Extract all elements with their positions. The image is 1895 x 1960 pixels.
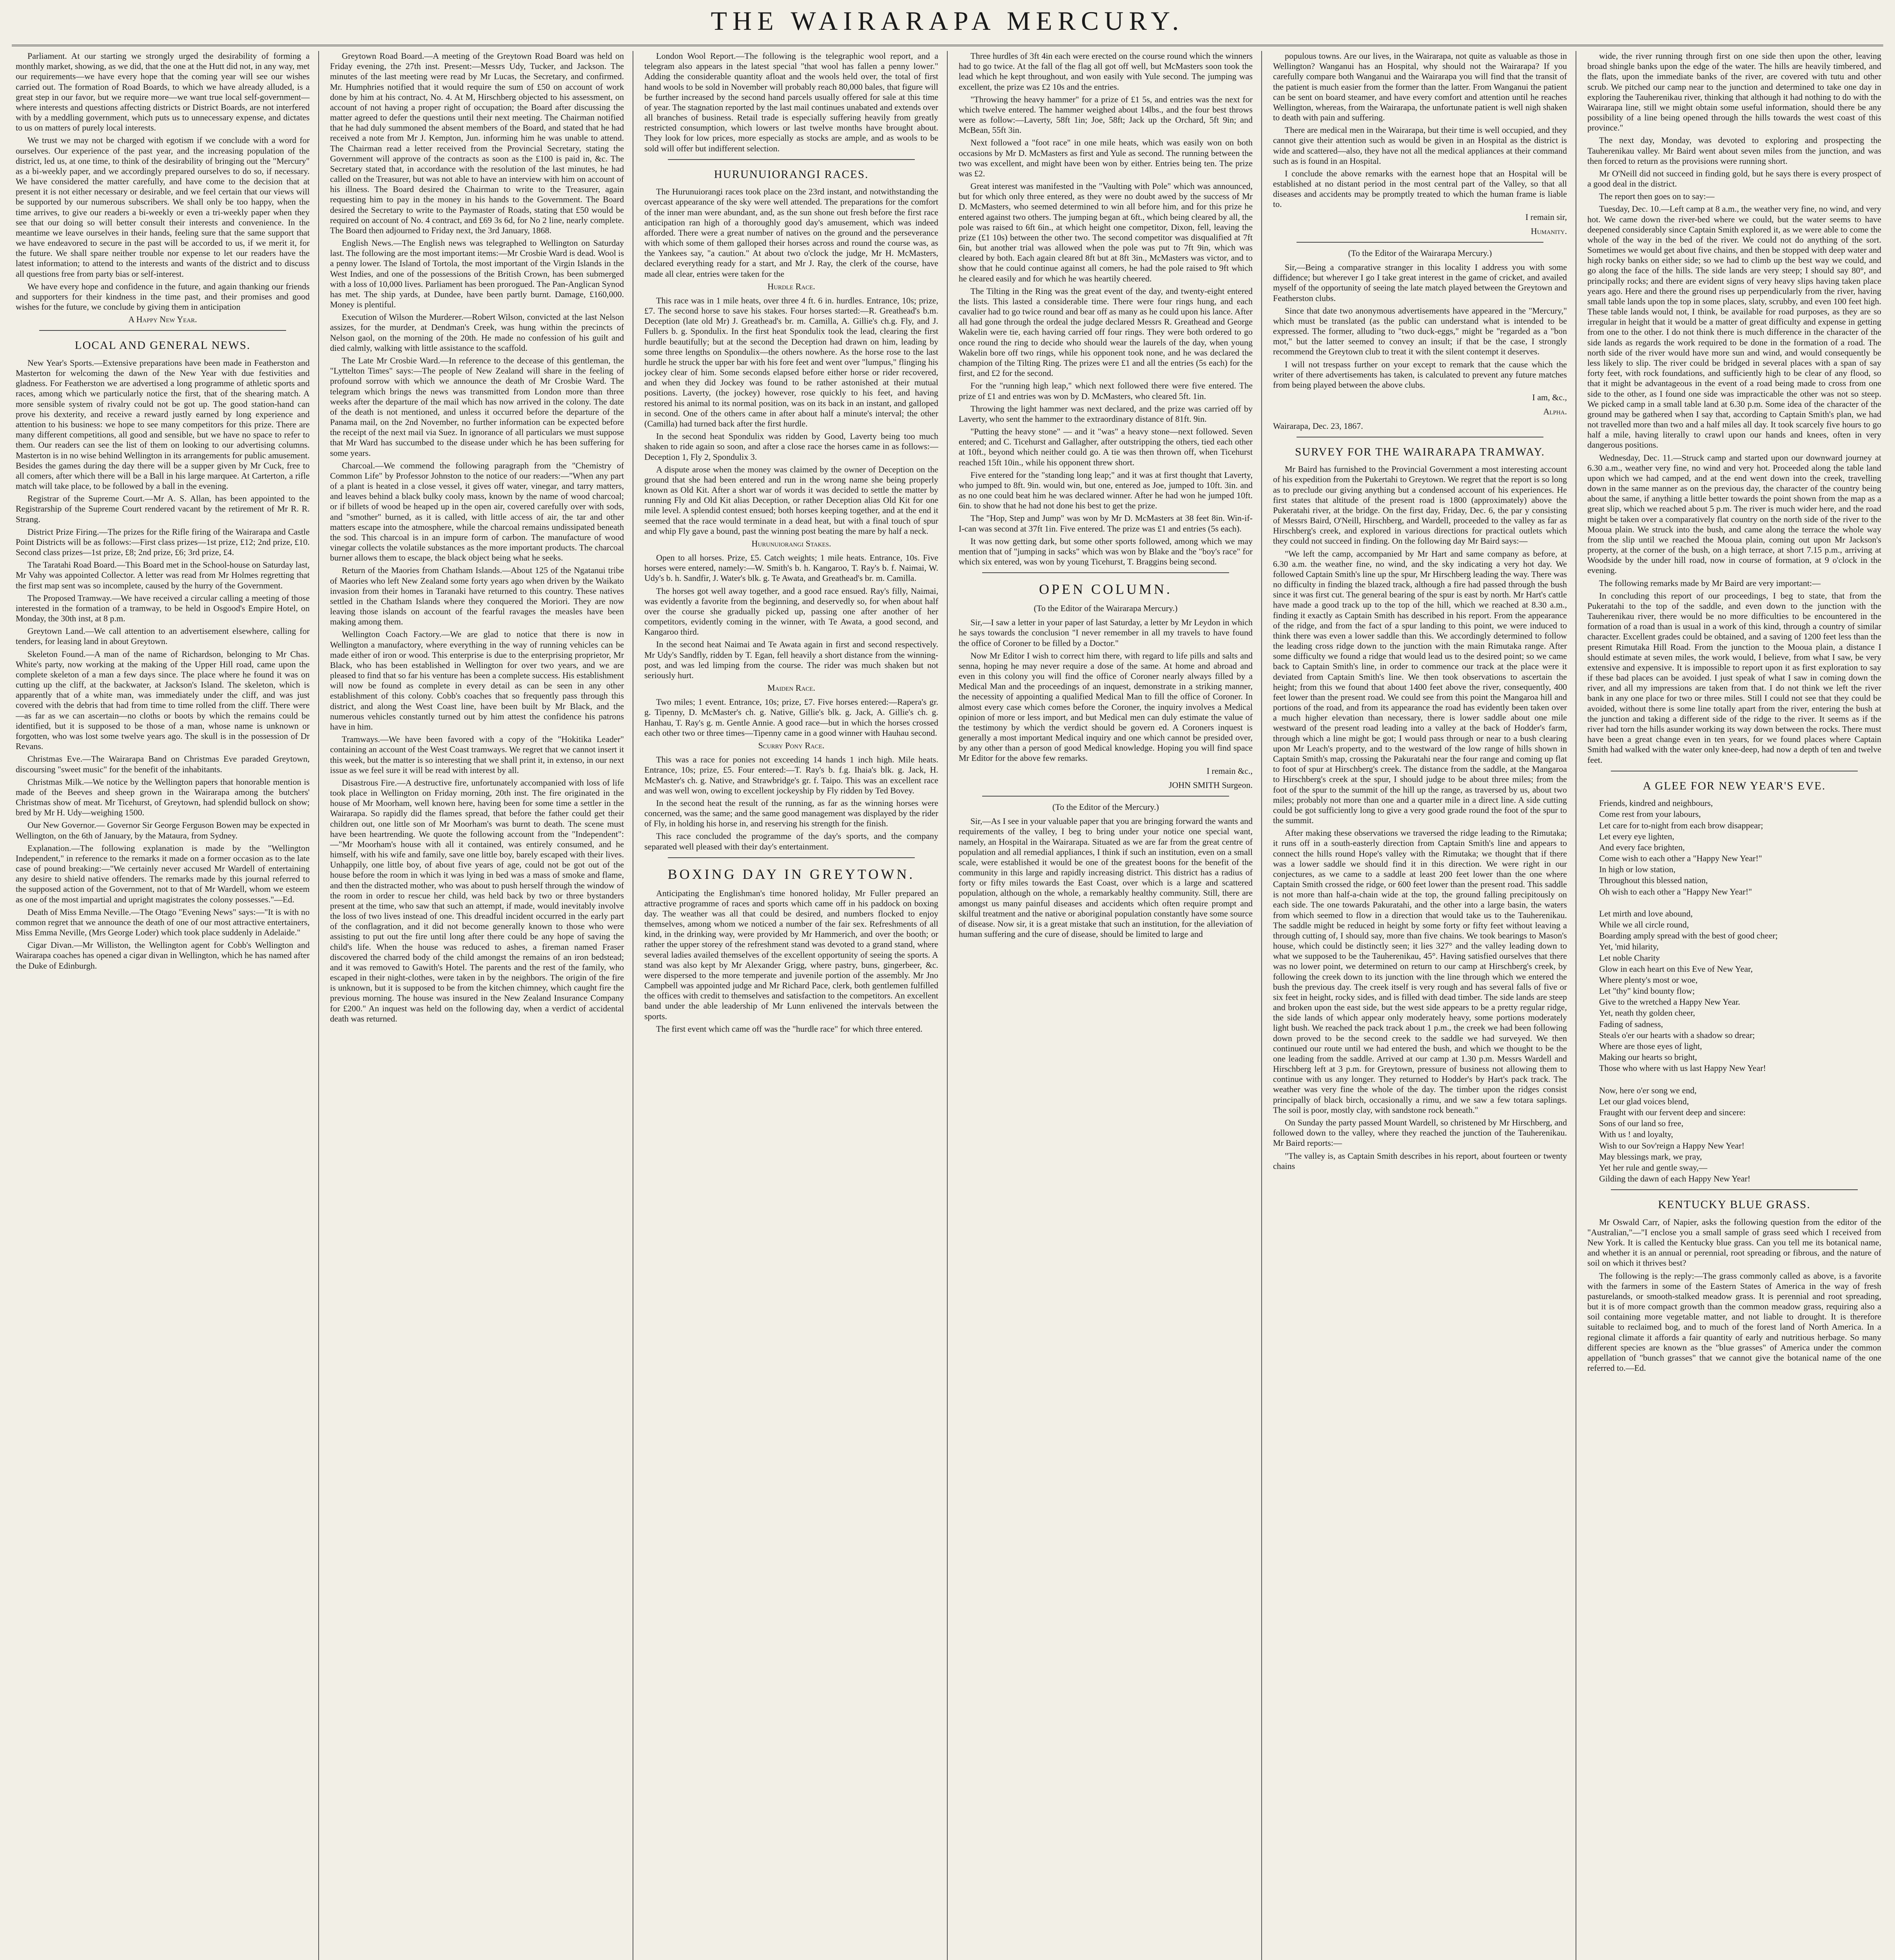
paragraph: Great interest was manifested in the "Vaulting with Pole" which was announced, but for which only three entered, as they were no doubt awed by the success of Mr D. McMasters, who seemed determined to win all before him, and for this prize he entered against two others. The jumping began at 6ft., which being cleared by all, the pole was raised to 6ft 6in., at which height one competitor, Dixon, fell, leaving the prize (£1 10s) between the other two. The second competitor was disqualified at 7ft 6in, but another trial was allowed when the pole was put to 7ft 9in, which was cleared by both. Each again cleared 8ft but at 8ft 3in., McMasters was victor, and to show that he could continue against all comers, he had the pole raised to 9ft which he cleared easily and for which he was heartily cheered. xyxy=(959,181,1253,283)
poem-line xyxy=(1599,898,1881,908)
masthead xyxy=(12,5,1883,46)
paragraph: Skeleton Found.—A man of the name of Richardson, belonging to Mr Chas. White's party, now working at the making of the Upper Hill road, came upon the complete skeleton of a man a few days since. The place where he found it was on cutting up the cliff, at the backwater, at Jackson's Island. The skeleton, which is apparently that of a white man, was immediately under the cliff, and was just covered with the debris that had from time to time rolled from the cliff. There were—as far as we can ascertain—no cloths or boots by which the remains could be identified, but it is supposed to be those of a man, whose name is unknown or forgotten, who was lost some twelve years ago. The skull is in the possession of Dr Revans. xyxy=(16,649,310,751)
paragraph: This race concluded the programme of the day's sports, and the company separated well pleased with their day's entertainment. xyxy=(644,831,938,851)
paragraph: Sir,—I saw a letter in your paper of last Saturday, a letter by Mr Leydon in which he says towards the conclusion "I never remember in all my travels to have found the office of Coroner to be filled by a Doctor." xyxy=(959,617,1253,648)
section-heading: BOXING DAY IN GREYTOWN. xyxy=(667,866,915,882)
divider xyxy=(982,796,1229,797)
paragraph: Disastrous Fire.—A destructive fire, unfortunately accompanied with loss of life took place in Wellington on Friday morning, 20th inst. The fire originated in the house of Mr Moorham, well known here, having been for some time a settler in the Wairarapa. So rapidly did the flames spread, that before the father could get their children out, one little son of Mr Moorham's was burnt to death. The scene must have been heartrending. We quote the following account from the "Independent":—"Mr Moorham's house with all it contained, was entirely consumed, and he himself, with his wife and family, save one little boy, barely escaped with their lives. Unhappily, one little boy, of about five years of age, could not be got out of the house before the room in which it was lying in bed was a mass of smoke and flame, and then the distracted mother, who was about to push herself through the window of the room in order to rescue her child, was held back by two or three bystanders present at the time, who saw that such an attempt, if made, would inevitably involve the loss of two lives instead of one. This dreadful incident occurred in the early part of the conflagration, and it did not become generally known to those who were assisting to put out the fire until long after there could be any hope of saving the child's life. When the house was reduced to ashes, a fireman named Fraser discovered the charred body of the child amongst the remains of an iron bedstead; and it was removed to Gawith's Hotel. The parents and the rest of the family, who escaped in their night-clothes, were taken in by the neighbors. The origin of the fire is unknown, but it is supposed to be from the kitchen chimney, which caught fire the previous morning. The house was insured in the New Zealand Insurance Company for £200." An inquest was held on the following day, when a verdict of accidental death was returned. xyxy=(330,777,624,1024)
paragraph: The Hurunuiorangi races took place on the 23rd instant, and notwithstanding the overcast appearance of the sky were well attended. The preparations for the comfort of the inner man were abundant, and, as the sun shone out fresh before the first race anticipation ran high of a thoroughly good day's amusement, which was indeed afforded. There were a great number of natives on the ground and the perseverance with which some of them galloped their horses across and round the course was, as the Yankees say, "a caution." At about two o'clock the judge, Mr H. McMasters, declared everything ready for a start, and Mr J. Ray, the clerk of the course, have made all clear, entries were taken for the xyxy=(644,187,938,279)
paragraph: District Prize Firing.—The prizes for the Rifle firing of the Wairarapa and Castle Point Districts will be as follows:—First class prizes—1st prize, £12; 2nd prize, £10. Second class prizes—1st prize, £8; 2nd prize, £6; 3rd prize, £4. xyxy=(16,526,310,557)
paragraph: Parliament. At our starting we strongly urged the desirability of forming a monthly market, showing, as we did, that the one at the Hutt did not, in any way, met our requirements—we have every hope that the coming year will see our wishes carried out. The formation of Road Boards, to which we have already alluded, is a great step in our favor, but we require more—we want true local self-government—where interests and questions affecting districts or District Boards, are not interfered with by a meddling government, which puts us to unnecessary expense, and dictates to us on matters of purely local interests. xyxy=(16,51,310,133)
paragraph: I will not trespass further on your except to remark that the cause which the writer of there advertisements has taken, is calculated to prevent any future matches from being played between the above clubs. xyxy=(1273,359,1567,390)
paragraph: London Wool Report.—The following is the telegraphic wool report, and a telegram also appears in the latest special "that wool has fallen a penny lower." Adding the considerable quantity afloat and the wools held over, the total of first hand wools to be sold in November will probably reach 80,000 bales, that figure will be further increased by the second hand parcels usually offered for sale at this time of year. The stagnation reported by the last mail continues unabated and extends over all branches of business. Retail trade is especially suffering heavily from greatly restricted consumption, which lowers or last twelve months have brought about. They look for low prices, more especially as stocks are ample, and as wools to be sold will offer but indifferent selection. xyxy=(644,51,938,153)
section-heading: KENTUCKY BLUE GRASS. xyxy=(1658,1198,1811,1211)
paragraph: Since that date two anonymous advertisements have appeared in the "Mercury," which must be translated (as the public can understand what is intended to be expressed. The former, alluding to "two duck-eggs," might be "regarded as a "bon mot," but the latter seemed to convey an insult; if that be the case, I strongly recommend the Greytown club to treat it with the silent contempt it deserves. xyxy=(1273,305,1567,357)
poem-line: Give to the wretched a Happy New Year. xyxy=(1599,997,1740,1007)
poem-line: In high or low station, xyxy=(1599,864,1676,875)
poem-line: Steals o'er our hearts with a shadow so drear; xyxy=(1599,1030,1755,1040)
paragraph: We have every hope and confidence in the future, and again thanking our friends and supporters for their kindness in the time past, and their promises and good wishes for the future, we conclude by giving them in anticipation xyxy=(16,281,310,312)
paragraph: Wellington Coach Factory.—We are glad to notice that there is now in Wellington a manufactory, where everything in the way of running vehicles can be made either of iron or wood. This enterprise is due to the enterprising proprietor, Mr Black, who has been established in Wellington for over two years, and we are pleased to find that so far his venture has been a complete success. His establishment will now be found as complete in every detail as can be seen in any other establishment of this colony. Cobb's coaches that so frequently pass through this district, and along the West Coast line, have been built by Mr Black, and the numerous vehicles constantly turned out by him attest the confidence his patrons have in him. xyxy=(330,629,624,731)
column-3 xyxy=(644,51,948,1960)
section-heading: LOCAL AND GENERAL NEWS. xyxy=(74,339,251,352)
paragraph: Sir,—As I see in your valuable paper that you are bringing forward the wants and requirements of the valley, I beg to bring under your notice one special want, namely, an Hospital in the Wairarapa. Situated as we are far from the great centre of population and all remedial appliances, I think if such an institution, even on a small scale, were established it would be one of the greatest boons for the benefit of the community in this large and rapidly increasing district. This district has a radius of forty or fifty miles towards the East Coast, over which is a large and scattered population, although on the whole, a remarkably healthy community. Still, there are amongst us many painful diseases and accidents which often require prompt and skilful treatment and the native or aboriginal population constantly have some source of disease. Now sir, it is a great mistake that such an institution, for the alleviation of human suffering and the cure of disease, should be limited to large and xyxy=(959,816,1253,939)
poem-line: Glow in each heart on this Eve of New Year, xyxy=(1599,964,1753,974)
letter-intro: (To the Editor of the Wairarapa Mercury.) xyxy=(1034,603,1178,613)
poem-line: Fraught with our fervent deep and sincere: xyxy=(1599,1107,1746,1117)
subheading: Scurry Pony Race. xyxy=(758,740,825,750)
paragraph: Death of Miss Emma Neville.—The Otago "Evening News" says:—"It is with no common regret that we announce the death of one of our most attractive entertainers, Miss Emma Neville, (Mrs George Loder) which took place suddenly in Adelaide." xyxy=(16,907,310,938)
dateline: Wairarapa, Dec. 23, 1867. xyxy=(1273,421,1363,431)
paragraph: The horses got well away together, and a good race ensued. Ray's filly, Naimai, was evidently a favorite from the beginning, and deservedly so, for when about half over the course she gradually picked up, passing one after another of her competitors, evidently coming in the winner, with Te Awata, a good second, and Kangaroo third. xyxy=(644,586,938,637)
signoff: A Happy New Year. xyxy=(128,314,197,325)
paragraph: Mr O'Neill did not succeed in finding gold, but he says there is every prospect of a good deal in the district. xyxy=(1587,168,1881,189)
poem-line: Yet, neath thy golden cheer, xyxy=(1599,1008,1695,1018)
paragraph: This was a race for ponies not exceeding 14 hands 1 inch high. Mile heats. Entrance, 10s; prize, £5. Four entered:—T. Ray's b. f.g. Ihaia's blk. g. Jack, H. McMaster's ch. g. Native, and Strawbridge's gr. f. Taipo. This was an excellent race and was well won, owing to excellent jockeyship by Fly ridden by Ted Bovey. xyxy=(644,755,938,795)
subheading: Hurunuiorangi Stakes. xyxy=(751,538,831,548)
paragraph: Tuesday, Dec. 10.—Left camp at 8 a.m., the weather very fine, no wind, and very hot. We came down the river-bed where we could, but the water seems to have deepened considerably since Captain Smith explored it, as we were able to come the whole of the way in the bed of the river. We could not do anything of the sort. Sometimes we would get about five chains, and then be stopped with deep water and high rocky banks on either side; so we had to climb up the best way we could, and go along the face of the hills. The side lands are very steep; I should say 80°, and principally rocks; and there are evident signs of very heavy slips having taken place years ago. Here and there the ground rises up perpendicularly from the river, having small table lands upon the top in some places, slaty, scrubby, and even 100 feet high. These table lands would not, I think, be available for road purposes, as they are so irregular in height that it would be a matter of great difficulty and expense in getting from one to the other. I do not think there is much difference in the character of the side lands as regards the work required to be done in the formation of a road. The north side of the river would have more sun and wind, and would consequently be less likely to slip. The river could be bridged in several places with a span of say forty feet, with rock foundations, and sufficiently high to be clear of any flood, so that it might be advantageous in the event of a road being made to cross from one side to the other, as I found one side was impracticable the other was not so steep. We picked camp in a small table land at 6.30 p.m. Some idea of the character of the ground may be gathered when I say that, according to Captain Smith's plan, we had not travelled more than two and a half miles all day. It took scarcely five hours to go half a mile, having literally to crawl upon our hands and knees, often in very dangerous positions. xyxy=(1587,204,1881,450)
poem-line: Let our glad voices blend, xyxy=(1599,1096,1689,1106)
letter-intro: (To the Editor of the Wairarapa Mercury.) xyxy=(1348,248,1492,258)
section-heading: HURUNUIORANGI RACES. xyxy=(714,168,869,181)
poem-line: Yet, 'mid hilarity, xyxy=(1599,942,1659,952)
paragraph: "We left the camp, accompanied by Mr Hart and same company as before, at 6.30 a.m. the weather fine, no wind, and the sky indicating a very hot day. We followed Captain Smith's line up the spur, Mr Hirschberg leading the way. There was no difficulty in finding the blazed track, although a fire had passed through the bush since it was first cut. The general bearing of the spur is east by north. Mr Hart's cattle have made a good track up to the top of the hill, which we reached at 8.30 a.m., finding it exactly as Captain Smith has described in his report. From the appearance of the ridge, and from the fact of a spur landing to this point, we were induced to think there was even a lower saddle than this. We accordingly determined to follow the leading cross ridge down to the junction with the main Rimutaka range. After some difficulty we found a ridge that would lead us to the desired point; so we came back to Captain Smith's line, in order to commence our track at the place were it deviated from Captain Smith's line. We then took observations to ascertain the height; from this we found that about 1400 feet above the river, consequently, 400 feet lower than the present road. We could see from this point the Mangaroa hill and portions of the road, and from its appearance the road has evidently been taken over a much higher elevation than necessary, there is lower saddle about one mile westward of the present road leading into a valley at the back of Hodder's farm, through which a line might be got; I would pass through or near to a bush clearing upon Mr Leach's property, and to the westward of the low range of hills shown in Captain Smith's map, crossing the Pakuratahi near the four range and coming up flat to foot of spur at Hirschberg's creek. The distance from the saddle, at the Mangaroa to Hirschberg's creek at the spur, I should judge to be about three miles; from the foot of the spur to the summit of the hill up the range, as traversed by us, about two miles; probably not more than one and a quarter mile in a direct line. A side cutting could be got sufficiently long to give a very good grade round the foot of the spur to the summit. xyxy=(1273,548,1567,826)
paragraph: A dispute arose when the money was claimed by the owner of Deception on the ground that she had been entered and run in the wrong name she being properly known as Old Kit. After a short war of words it was decided to settle the matter by running Fly and Old Kit alias Deception, or rather Deception alias Old Kit for one mile level. A splendid contest ensued; both horses keeping together, and at the end it seemed that the race would terminate in a dead heat, but with a final touch of spur and whip Fly gave a bound, past the winning post beating the mare by half a neck. xyxy=(644,464,938,536)
paragraph: The Taratahi Road Board.—This Board met in the School-house on Saturday last, Mr Vahy was appointed Collector. A letter was read from Mr Holmes regretting that the first map sent was so incomplete, caused by the hurry of the Government. xyxy=(16,560,310,590)
paragraph: Tramways.—We have been favored with a copy of the "Hokitika Leader" containing an account of the West Coast tramways. We regret that we cannot insert it this week, but the matter is so interesting that we shall print it, in extenso, in our next issue as we feel sure it will be read with interest by all. xyxy=(330,734,624,775)
poem-line: And every face brighten, xyxy=(1599,842,1685,852)
poem-line: Let noble Charity xyxy=(1599,953,1660,963)
poem-line: Let care for to-night from each brow disappear; xyxy=(1599,820,1763,830)
poem-line: Where plenty's most or woe, xyxy=(1599,975,1698,985)
paragraph: Our New Governor.— Governor Sir George Ferguson Bowen may be expected in Wellington, on the 6th of January, by the Mataura, from Sydney. xyxy=(16,820,310,840)
paragraph: "The valley is, as Captain Smith describes in his report, about fourteen or twenty chains xyxy=(1273,1151,1567,1171)
paragraph: English News.—The English news was telegraphed to Wellington on Saturday last. The following are the most important items:—Mr Crosbie Ward is dead. Wool is a penny lower. The Island of Tortola, the most important of the Virgin Islands in the West Indies, and one of the possessions of the British Crown, has been submerged with a loss of 10,000 lives. Parliament has been prorogued. The Pan-Anglican Synod has met. The ship yards, at Dundee, have been partly burnt. Damage, £160,000. Money is plentiful. xyxy=(330,238,624,310)
paragraph: Sir,—Being a comparative stranger in this locality I address you with some diffidence; but wherever I go I take great interest in the game of cricket, and availed myself of the opportunity of seeing the late match played between the Greytown and Featherston clubs. xyxy=(1273,262,1567,303)
poem-line: Now, here o'er song we end, xyxy=(1599,1085,1697,1095)
paragraph: This race was in 1 mile heats, over three 4 ft. 6 in. hurdles. Entrance, 10s; prize, £7. The second horse to save his stakes. Four horses started:—R. Greathead's b.m. Deception (late old Mr) J. Greathead's br. m. Camilla, A. Gillie's ch.g. Fly, and J. Fullers b. g. Spondulix. In the first heat Spondulix took the lead, clearing the first hurdle beautifully; but at the second the Deception had drawn on him, leading by some three lengths on Spondulix—the others nowhere. As the horse rose to the last hurdle he struck the upper bar with his fore feet and went over "lumpus," flinging his jockey clear of him. Some seconds elapsed before either horse or rider recovered, and when they did Jockey was found to be rather astonished at their mutual positions. Laverty, (the jockey) however, rose quickly to his feet, and having restored his animal to its normal position, was on its back in an instant, and galloped in second. One of the others came in after about half a minute's interval; the other (Camilla) had turned back after the first hurdle. xyxy=(644,295,938,428)
paragraph: populous towns. Are our lives, in the Wairarapa, not quite as valuable as those in Wellington? Wanganui has an Hospital, why should not the Wairarapa? If you carefully compare both Wanganui and the Wairarapa you will find that the transit of the patient is much easier from the former than the latter. From Wanganui the patient can be sent on board steamer, and have every comfort and attention until he reaches Wellington, whereas, from the Wairarapa, the unfortunate patient is well nigh shaken to death with pain and suffering. xyxy=(1273,51,1567,123)
paragraph: Greytown Road Board.—A meeting of the Greytown Road Board was held on Friday evening, the 27th inst. Present:—Messrs Udy, Tucker, and Jackson. The minutes of the last meeting were read by Mr Lucas, the Secretary, and confirmed. Mr. Humphries notified that it would require the sum of £50 on account of work done by him at his contract, No. 4. At M, Hirschberg objected to his assessment, on account of not having a proper right of occupation; the Board after discussing the matter agreed to defer the questions until their next meeting. The Chairman notified that he had duly summoned the absent members of the Board, and stated that he had received a note from Mr J. Kempton, Jun. informing him he was unable to attend. The Chairman read a letter received from the Provincial Secretary, stating the Government will approve of the contracts as soon as the £100 is paid in, &c. The Secretary stated that, in accordance with the resolution of the last minutes, he had called on the Treasurer, but was not able to have an interview with him on account of his illness. The Board desired the Chairman to write to the Treasurer, again requesting him to pay in the money in his hands to the Government. The Board desired the Secretary to write to the Paymaster of Roads, stating that £50 would be required on account of No. 4 contract, and £69 3s 6d, for No 2 line, nearly complete. The Board then adjourned to Friday next, the 3rd January, 1868. xyxy=(330,51,624,235)
paragraph: Explanation.—The following explanation is made by the "Wellington Independent," in reference to the remarks it made on a former occasion as to the late case of pound breaking:—"We certainly never accused Mr Wardell of entertaining any desire to shield native offenders. The remarks made by this journal referred to the supposed action of the Government, not to that of Mr Wardell, whom we esteem as one of the most impartial and upright magistrates the colony possesses."—Ed. xyxy=(16,843,310,904)
divider xyxy=(39,330,286,331)
poem-line: Those who where with us last Happy New Year! xyxy=(1599,1063,1766,1073)
poem-line: Throughout this blessed nation, xyxy=(1599,875,1708,886)
paragraph: The following is the reply:—The grass commonly called as above, is a favorite with the farmers in some of the Eastern States of America in the way of fresh pasturelands, or smooth-stalked meadow grass. It is perennial and root spreading, but it is of more compact growth than the common meadow grass, requiring also a soil containing more vegetable matter, and not liable to drought. It is therefore suitable to reclaimed bog, and to much of the forest land of North America. In a regional climate it affords a fair quantity of early and nutritious herbage. So many different species are known as the "blue grasses" of America under the common appellation of "bunch grasses" that we cannot give the botanical name of the one referred to.—Ed. xyxy=(1587,1270,1881,1373)
poem-line: Fading of sadness, xyxy=(1599,1019,1663,1029)
paragraph: Five entered for the "standing long leap;" and it was at first thought that Laverty, who jumped to 8ft. 9in. would win, but one, entered as Joe, jumped to 10ft. 3in. and as no one could beat him he was declared winner. After he had won he jumped 10ft. 6in. to show that he had not done his best to get the prize. xyxy=(959,470,1253,511)
divider xyxy=(1297,242,1543,243)
letter-signoff: I remain sir, xyxy=(1525,212,1567,222)
paragraph: For the "running high leap," which next followed there were five entered. The prize of £1 and entries was won by D. McMasters, who cleared 5ft. 1in. xyxy=(959,381,1253,401)
poem-line: Let every eye lighten, xyxy=(1599,831,1674,841)
subheading: Maiden Race. xyxy=(767,683,815,693)
poem-line: Wish to our Sov'reign a Happy New Year! xyxy=(1599,1140,1744,1151)
column-5 xyxy=(1273,51,1576,1960)
poem-line: Gilding the dawn of each Happy New Year! xyxy=(1599,1174,1751,1184)
divider xyxy=(668,159,915,160)
poem-line: Sons of our land so free, xyxy=(1599,1118,1684,1129)
divider xyxy=(668,857,915,858)
subheading: Hurdle Race. xyxy=(767,281,815,291)
paragraph: The "Hop, Step and Jump" was won by Mr D. McMasters at 38 feet 8in. Win-if-I-can was second at 37ft 1in. Five entered. The prize was £1 and entries (5s each). xyxy=(959,513,1253,534)
paragraph: After making these observations we traversed the ridge leading to the Rimutaka; it runs off in a south-easterly direction from Captain Smith's line and appears to connect the hills round Hope's valley with the Rimutaka; we thought that if there was a lower saddle we should find it in this direction. We were right in our conjectures, as we came to a saddle at least 200 feet lower than the one where Captain Smith crossed the ridge, or 600 feet lower than the present road. This saddle is not more than half-a-chain wide at the top, the ground falling precipitously on each side. The one towards Pakuratahi, and the other into a large basin, the waters from which seemed to flow in a direction that would take us to the Tauherenikau. The saddle might be reduced in height by some forty or fifty feet without leaving a through cutting of, I should say, more than five chains. We took bearings to Mason's house, which could be distinctly seen; it lies 327° and the valley leading down to what we supposed to be the Tauherenikau, 45°. Having satisfied ourselves that there was no lower point, we determined on return to our camp at Hirschberg's creek, by following the creek down to its junction with the line through which we entered the bush the previous day. The creek itself is very rough and has several falls of five or six feet in height, rocky sides, and is filled with dead timber. The side lands are steep and broken upon the east side, but the west side appears to be a pretty regular ridge, the side lands of which appear only moderately heavy, some portions moderately light bush. We reached the pack track about 1 p.m., the creek we had been following down proved to be the second creek to the saddle we had surveyed. We then continued our route until we had entered the bush, and which we thought to be the one leading from the saddle. Arrived at our camp at 1.30 p.m. Messrs Wardell and Hirschberg left at 3 p.m. for Greytown, pressure of business not allowing them to continue with us any longer. They returned to Hodder's by Hart's pack track. The weather was very fine the whole of the day. The timber upon the ridges consist principally of black birch, occasionally a rimu, and we saw a few totara saplings. The soil is poor, mostly clay, with sandstone rock beneath." xyxy=(1273,828,1567,1115)
paragraph: Charcoal.—We commend the following paragraph from the "Chemistry of Common Life" by Professor Johnston to the notice of our readers:—"When any part of a plant is heated in a close vessel, it gives off water, vinegar, and tarry matters, and leaves behind a black bulky cooly mass, known by the name of wood charcoal; or if billets of wood be heaped up in the open air, covered carefully over with sods, and "smother" burned, as it is called, with little access of air, the tar and other matters escape into the atmosphere, while the charcoal remains undissipated beneath the sod. This charcoal is in an impure form of carbon. The manufacture of wood vinegar collects the volatile substances as the more important products. The charcoal burner allows them to escape, the black object being what he seeks. xyxy=(330,460,624,563)
paragraph: "Throwing the heavy hammer" for a prize of £1 5s, and entries was the next for which twelve entered. The hammer weighed about 14lbs., and the four best throws were as follow:—Laverty, 58ft 1in; Joe, 58ft; Jack up the Orchard, 5ft 9in; and McBean, 55ft 3in. xyxy=(959,94,1253,135)
paragraph: Throwing the light hammer was next declared, and the prize was carried off by Laverty, who sent the hammer to the extraordinary distance of 81ft. 9in. xyxy=(959,403,1253,424)
paragraph: Two miles; 1 event. Entrance, 10s; prize, £7. Five horses entered:—Rapera's gr. g. Tipenny, D. McMaster's ch. g. Native, Gillie's blk. g. Jack, A. Gillie's ch. g. Hanhau, T. Ray's g. m. Gentle Annie. A good race—but in which the horses crossed each other two or three times—Tipenny came in a good winner with Hauhau second. xyxy=(644,697,938,738)
divider xyxy=(1611,1189,1858,1190)
paragraph: On Sunday the party passed Mount Wardell, so christened by Mr Hirschberg, and followed down to the valley, where they reached the junction of the Tauherenikau. Mr Baird reports:— xyxy=(1273,1118,1567,1148)
letter-signoff: I am, &c., xyxy=(1532,392,1567,403)
letter-signature: Humanity. xyxy=(1531,226,1567,236)
letter-signoff: I remain &c., xyxy=(1206,766,1253,776)
paragraph: In concluding this report of our proceedings, I beg to state, that from the Pukeratahi to the top of the saddle, and even down to the junction with the Tauherenikau river, there would be no more difficulties to be encountered in the formation of a road than is usual in a work of this kind, through a country of similar character. Excellent grades could be obtained, and a saving of 1200 feet less than the present Rimutaka Hill Road. From the junction to the Mooua plain, a distance I should estimate at seven miles, the work would, I believe, from what I saw, be very extensive and expensive. It is impossible to report upon it as first exploration to say if these bad places can be avoided. I just speak of what I saw in coming down the river, and all my impressions are taken from that. I do not think we left the river bank in any one place for two or three miles. Still I could not see that they could be avoided, without there is some line totally apart from the river, entering the bush at the junction and taking a different side of the ridge to the river. It seems as if the river had torn the hills asunder working its way down between the rocks. There must have been a great change even in ten years, for we found places where Captain Smith had walked with the water only knee-deep, had now a depth of ten and twelve feet. xyxy=(1587,590,1881,765)
poem-line: Making our hearts so bright, xyxy=(1599,1052,1697,1062)
paragraph: The next day, Monday, was devoted to exploring and prospecting the Tauherenikau valley. Mr Baird went about seven miles from the junction, and was then forced to return as the provisions were running short. xyxy=(1587,135,1881,166)
paragraph: The Late Mr Crosbie Ward.—In reference to the decease of this gentleman, the "Lyttelton Times" says:—The people of New Zealand will share in the feeling of profound sorrow with which we announce the death of Mr Crosbie Ward. The telegram which brings the news was transmitted from London more than three weeks after the departure of the mail which has now arrived in the colony. The date of the death is not mentioned, and unless it occurred before the departure of the Panama mail, on the 2nd November, no further information can be expected before the receipt of the next mail via Suez. In ignorance of all particulars we must suppose that Mr Ward has succumbed to the disease under which he has been suffering for some years. xyxy=(330,355,624,458)
paragraph: Christmas Milk.—We notice by the Wellington papers that honorable mention is made of the Beeves and sheep grown in the Wairarapa among the butchers' Christmas show of meat. Mr Ticehurst, of Greytown, had splendid bullock on show; bred by Mr H. Udy—weighing 1500. xyxy=(16,777,310,818)
letter-intro: (To the Editor of the Mercury.) xyxy=(1052,802,1159,812)
paragraph: New Year's Sports.—Extensive preparations have been made in Featherston and Masterton for welcoming the dawn of the New Year with due festivities and gladness. For Featherston we are advertised a long programme of athletic sports and races, among which we particularly notice the first, that of the shearing match. A more sensible system of rivalry could not be got up. The good station-hand can prove his dexterity, and receive a reward justly earned by long experience and attention to his business: we hope to see many competitors for this prize. There are many different competitions, all good and sensible, but we have no space to refer to them. Our readers can see the list of them on looking to our advertising columns. Masterton is in no wise behind Wellington in its arrangements for public amusement. Besides the games during the day there will be a supper given by Mr Cuck, free to all comers, after which there will be a Ball in his large marquee. At Carterton, a rifle match will take place, to be followed by a ball in the evening. xyxy=(16,358,310,491)
paragraph: Mr Baird has furnished to the Provincial Government a most interesting account of his expedition from the Pukertahi to Greytown. We regret that the report is so long as to preclude our giving anything but a condensed account of his experiences. He first states that altitude of the present road is 1800 (approximately) above the Pukeratahi river, at the bridge. On the first day, Friday, Dec. 6, the par y consisting of Messrs Baird, O'Neill, Hirschberg, and Wardell, proceeded to the valley as far as Hirschberg's creek, and explored in various directions for practical outlets which they could not succeed in finding. On the following day Mr Baird says:— xyxy=(1273,464,1567,546)
poem-line: Let mirth and love abound, xyxy=(1599,908,1693,918)
poem-line: Boarding amply spread with the best of good cheer; xyxy=(1599,931,1778,941)
poem-line: Where are those eyes of light, xyxy=(1599,1041,1702,1051)
poem-line: Come wish to each other a "Happy New Year!" xyxy=(1599,853,1762,864)
paragraph: Greytown Land.—We call attention to an advertisement elsewhere, calling for tenders, for leasing land in about Greytown. xyxy=(16,626,310,646)
paragraph: The first event which came off was the "hurdle race" for which three entered. xyxy=(656,1024,923,1034)
paragraph: Registrar of the Supreme Court.—Mr A. S. Allan, has been appointed to the Registrarship of the Supreme Court rendered vacant by the retirement of Mr R. R. Strang. xyxy=(16,494,310,524)
column-2 xyxy=(330,51,633,1960)
poem xyxy=(1587,798,1881,1184)
paragraph: The following remarks made by Mr Baird are very important:— xyxy=(1599,578,1821,588)
poem-line: While we all circle round, xyxy=(1599,920,1689,930)
poem-line: Yet her rule and gentle sway,— xyxy=(1599,1162,1708,1172)
paragraph: In the second heat Spondulix was ridden by Good, Laverty being too much shaken to ride again so soon, and after a close race the horses came in as follows:—Deception 1, Fly 2, Spondulix 3. xyxy=(644,431,938,462)
paragraph: wide, the river running through first on one side then upon the other, leaving broad shingle banks upon the edge of the water. The hills are heavily timbered, and the flats, upon the immediate banks of the river, are covered with tutu and other scrub. We pitched our camp near to the junction and determined to take one day in exploring the Tauherenikau river, thinking that although it had nothing to do with the Wairarapa line, still we might obtain some useful information, should there be any possibility of a line being opened through the hills towards the west coast of this province." xyxy=(1587,51,1881,133)
poem-line: Oh wish to each other a "Happy New Year!" xyxy=(1599,886,1752,897)
section-heading: A GLEE FOR NEW YEAR'S EVE. xyxy=(1643,779,1826,792)
letter-signature: JOHN SMITH Surgeon. xyxy=(1168,780,1253,790)
column-6 xyxy=(1587,51,1881,1960)
paragraph: Wednesday, Dec. 11.—Struck camp and started upon our downward journey at 6.30 a.m., weather very fine, no wind and very hot. Proceeded along the table land upon which we had camped, and at the end went down into the creek, travelling down in the same manner as on the previous day, the character of the country being about the same, if anything a little better towards the point shown from the map as a great slip, which we reached about 5 p.m. The river is much wider here, and the road might be taken over a comparatively flat country on the north side of the river to the Mooua plain. We struck into the bush, and came along the terrace the whole way from the slip until we reached the Mooua plain, coming out upon Mr Jackson's property, at the corner of the bush, on a high terrace, at short 7.15 p.m., arriving at Woodside by the under hill road, now in course of formation, at 9 o'clock in the evening. xyxy=(1587,452,1881,575)
paragraph: The Proposed Tramway.—We have received a circular calling a meeting of those interested in the formation of a tramway, to be held in Osgood's Empire Hotel, on Monday, the 30th inst, at 8 p.m. xyxy=(16,593,310,624)
paragraph: Open to all horses. Prize, £5. Catch weights; 1 mile heats. Entrance, 10s. Five horses were entered, namely:—W. Smith's b. h. Kangaroo, T. Ray's b. f. Naimai, W. Udy's b. h. Sandfir, J. Water's blk. g. Te Awata, and Greathead's br. m. Camilla. xyxy=(644,553,938,583)
column-4 xyxy=(959,51,1262,1960)
paragraph: There are medical men in the Wairarapa, but their time is well occupied, and they cannot give their attention such as would be given in an Hospital as the district is wide and scattered—also, they have not all the medical appliances at their command such as is found in an Hospital. xyxy=(1273,125,1567,166)
paragraph: Execution of Wilson the Murderer.—Robert Wilson, convicted at the last Nelson assizes, for the murder, at Dendman's Creek, was hung within the precincts of Nelson gaol, on the morning of the 20th. He made no confession of his guilt and died calmly, walking with little assistance to the scaffold. xyxy=(330,312,624,353)
columns xyxy=(16,51,1881,1960)
paragraph: It was now getting dark, but some other sports followed, among which we may mention that of "jumping in sacks" which was won by Blake and the "boy's race" for which six entered, was won by young Ticehurst, T. Braggins being second. xyxy=(959,536,1253,567)
paragraph: In the second heat Naimai and Te Awata again in first and second respectively. Mr Udy's Sandfly, ridden by T. Egan, fell heavily a short distance from the winning-post, and was led limping from the course. The rider was much shaken but not seriously hurt. xyxy=(644,639,938,680)
paragraph: Anticipating the Englishman's time honored holiday, Mr Fuller prepared an attractive programme of races and sports which came off in his paddock on boxing day. The weather was all that could be desired, and numbers flocked to enjoy themselves, among whom we noticed a number of the fair sex. Refreshments of all kind, in the drinking way, were provided by Mr Hammerich, and over the booth; or rather the upper storey of the refreshment stand was devoted to a grand stand, where several ladies availed themselves of the excellent opportunity of seeing the sports. A stand was also kept by Mr Alexander Grigg, where pastry, buns, gingerbeer, &c. were dispersed to the more temperate and juvenile portion of the assembly. Mr Jno Campbell was appointed judge and Mr Richard Pace, clerk, both gentlemen fulfilled the offices with credit to themselves and satisfaction to the competitors. An excellent band under the able leadership of Mr Lunn enlivened the intervals between the sports. xyxy=(644,888,938,1021)
section-heading: SURVEY FOR THE WAIRARAPA TRAMWAY. xyxy=(1295,445,1545,458)
column-1 xyxy=(16,51,319,1960)
paragraph: Cigar Divan.—Mr Williston, the Wellington agent for Cobb's Wellington and Wairarapa coaches has opened a cigar divan in Wellington, which he has named after the Duke of Edinburgh. xyxy=(16,940,310,971)
paragraph: Now Mr Editor I wish to correct him there, with regard to life pills and salts and senna, hoping he may never require a dose of the same. At home and abroad and even in this colony you will find the office of Coroner nearly always filled by a Medical Man and the proceedings of an inquest, demonstrate in a striking manner, the necessity of appointing a qualified Medical Man to fill the office of Coroner. In almost every case which comes before the Coroner, the inquiry involves a Medical opinion of more or less import, and but Medical men can duly estimate the value of the testimony by which the verdict should be govern ed. A Coroners inquest is generally a most important Medical inquiry and one which cannot be presided over, by any other than a person of good Medical knowledge. Hoping you will find space Mr Editor for the above few remarks. xyxy=(959,650,1253,763)
paragraph: We trust we may not be charged with egotism if we conclude with a word for ourselves. Our experience of the past year, and the increasing population of the district, led us, at one time, to think of the desirability of bringing out the "Mercury" as a bi-weekly paper, and we accordingly prepared ourselves to do so, if necessary. We have considered the matter carefully, and have come to the decision that at present it is not either necessary or desirable, and we feel certain that our views will be supported by our numerous subscribers. We shall only be too happy, when the time arrives, to give our readers a bi-weekly or even a tri-weekly paper when they see that our doing so will better consult their interests and convenience. In the meantime we leave ourselves in their hands, feeling sure that the same support that we have endeavored to secure in the past will be accorded to us, if we merit it, for the future. We shall spare neither trouble nor expense to let our readers have the latest information; to attend to the interests and wants of the district and to discuss all questions free from party bias or self-interest. xyxy=(16,135,310,279)
poem-line: May blessings mark, we pray, xyxy=(1599,1151,1702,1161)
paragraph: In the second heat the result of the running, as far as the winning horses were concerned, was the same; and the same good management was displayed by the rider of Fly, in holding his horse in, and reserving his strength for the finish. xyxy=(644,798,938,829)
paragraph: Mr Oswald Carr, of Napier, asks the following question from the editor of the "Australian,"—"I enclose you a small sample of grass seed which I received from New York. It is called the Kentucky blue grass. Can you tell me its botanical name, and whether it is an annual or perennial, root spreading or fibrous, and the nature of soil on which it thrives best? xyxy=(1587,1217,1881,1268)
poem-line: Come rest from your labours, xyxy=(1599,809,1701,819)
poem-line: With us ! and loyalty, xyxy=(1599,1129,1673,1140)
paragraph: Three hurdles of 3ft 4in each were erected on the course round which the winners had to go twice. At the fall of the flag all got off well, but McMasters soon took the lead which he kept throughout, and won easily with Yule second. The jumping was excellent, the prize was £2 10s and the entries. xyxy=(959,51,1253,92)
newspaper-title: THE WAIRARAPA MERCURY. xyxy=(711,6,1184,36)
letter-signature: Alpha. xyxy=(1543,407,1567,417)
paragraph: "Putting the heavy stone" — and it "was" a heavy stone—next followed. Seven entered; and C. Ticehurst and Gallagher, after outstripping the others, tied each other at 10ft., beyond which neither could go. A tie was then thrown off, when Ticehurst reached 15ft 10in., while his opponent threw short. xyxy=(959,426,1253,467)
poem-line xyxy=(1599,1074,1881,1084)
paragraph: Christmas Eve.—The Wairarapa Band on Christmas Eve paraded Greytown, discoursing "sweet music" for the benefit of the inhabitants. xyxy=(16,754,310,774)
poem-line: Friends, kindred and neighbours, xyxy=(1599,798,1713,808)
paragraph: I conclude the above remarks with the earnest hope that an Hospital will be established at no distant period in the most central part of the Valley, so that all diseases and accidents may be promptly treated to which the human frame is liable to. xyxy=(1273,168,1567,209)
paragraph: Next followed a "foot race" in one mile heats, which was easily won on both occasions by Mr D. McMasters as first and Yule as second. The running between the two was excellent, and might have been won by either. Entries being ten. The prize was £2. xyxy=(959,138,1253,178)
divider xyxy=(982,572,1229,573)
section-heading: OPEN COLUMN. xyxy=(1039,581,1172,597)
paragraph: Return of the Maories from Chatham Islands.—About 125 of the Ngatanui tribe of Maories who left New Zealand some forty years ago when driven by the Waikato invasion from their homes in Taranaki have returned to this country. These natives settled in the Chatham Islands where they conquered the Moriori. They are now leaving those islands on account of the fearful ravages the measles have been making among them. xyxy=(330,565,624,627)
poem-line: Let "thy" kind bounty flow; xyxy=(1599,986,1695,996)
paragraph: The report then goes on to say:— xyxy=(1599,191,1715,201)
paragraph: The Tilting in the Ring was the great event of the day, and twenty-eight entered the lists. This lasted a considerable time. There were four rings hung, and each cavalier had to go twice round and bear off as many as he could upon his lance. After all had gone through the ordeal the judge declared Messrs R. Greathead and George Wakelin were tie, each having carried off four rings. They were both ordered to go once round the ring to decide who should wear the laurels of the day, when young Wakelin bore off two rings, while his opponent took none, and he was declared the champion of the Tilting Ring. The prizes were £1 and all the entries (5s each) for the first, and £2 for the second. xyxy=(959,286,1253,378)
